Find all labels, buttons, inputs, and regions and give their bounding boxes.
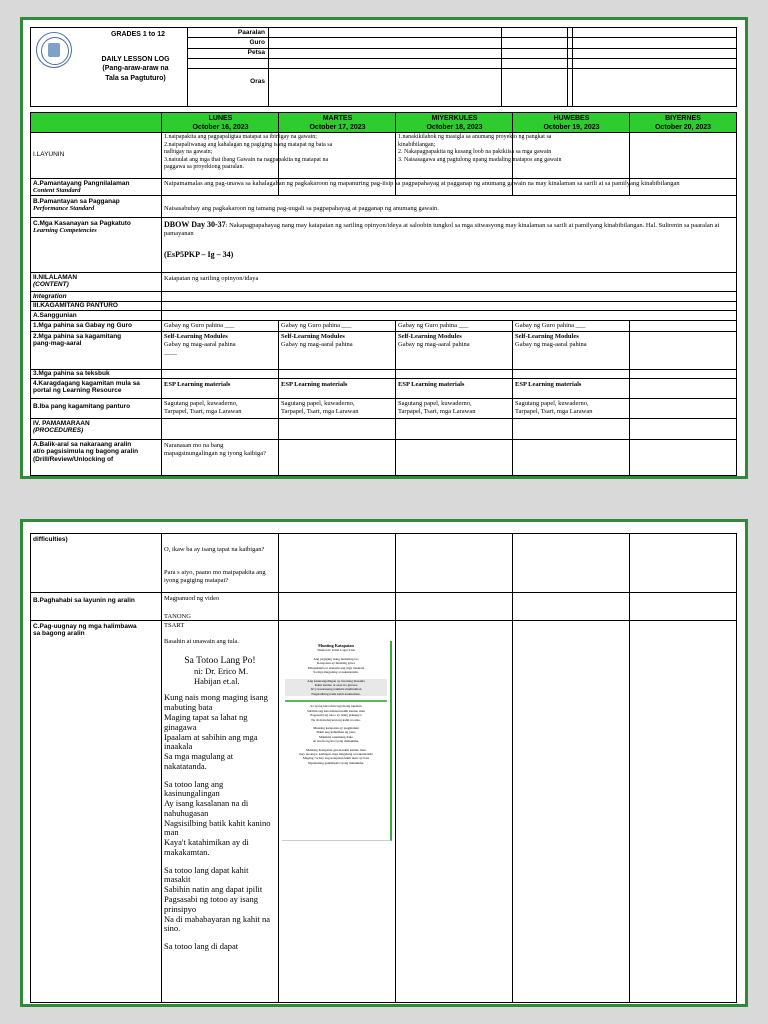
gabay-guro-mon: Gabay ng Guro pahina ___ xyxy=(164,322,235,329)
slm-wed: Self-Learning Modules Gabay ng mag-aaral pahina xyxy=(398,333,470,348)
performance-standard-label: B.Pamantayan sa Pagganap Performance Standard xyxy=(33,198,120,213)
days-header-row xyxy=(31,113,736,132)
content-standard-label: A.Pamantayang Pangnilalaman Content Standard xyxy=(33,180,130,195)
field-paaralan: Paaralan xyxy=(237,29,265,36)
esp-materials-mon: ESP Learning materials xyxy=(164,381,231,388)
chart-stanza-2: Ang kasinungalingan ay tiwalang masama Kahit kanino at saan ito ginawa Ito'y kasalanang nakikita mudinuman Nagsisilbing batik kahit kaninuman. xyxy=(285,679,387,697)
poem xyxy=(164,656,276,952)
field-guro: Guro xyxy=(249,39,265,46)
lesson-log-page-2 xyxy=(20,519,748,1007)
gabay-guro-label: 1.Mga pahina sa Gabay ng Guro xyxy=(33,322,132,329)
poem-stanza-2: Sa totoo lang ang kasinungalingan Ay isang kasalanan na di nahuhugasan Nagsisilbing batik kahit kanino man Kaya't katahimikan ay di makakamtan. xyxy=(164,778,271,857)
iba-pang-kagamitan-label: B.Iba pang kagamitang panturo xyxy=(33,403,131,410)
lr-portal-label: 4.Karagdagang kagamitan mula sa portal ng Learning Resource xyxy=(33,380,140,395)
materials-tue: Sagutang papel, kuwaderno, Tarpapel, Tsart, mga Larawan xyxy=(281,400,359,415)
slm-mon: Self-Learning Modules Gabay ng mag-aaral pahina ____ xyxy=(164,333,236,356)
gabay-guro-tue: Gabay ng Guro pahina ___ xyxy=(281,322,352,329)
integration-label: Integration xyxy=(33,293,67,300)
competency-code: (EsP5PKP – Ig – 34) xyxy=(164,250,234,259)
difficulties-label: difficulties) xyxy=(33,536,68,543)
competencies-text: DBOW Day 30-37: Nakapagpapahayag nang may katapatan ng sariling opinyon/ideya at saloobin tungkol sa mga sitwasyong may kinalaman sa sarili at pamilyang kinabibilangan. Hal. Sulirenin sa paaralan at pamayanan xyxy=(164,220,720,237)
layunin-wed-thu: 1.nanakikilahok ng masigla sa anumang proyekto ng pangkat sa kinabibilangan; 2. Nakapagpapakita ng kusang loob na pakikiisa sa mga gawain 3. Naisasagawa ang pagtulong upang madaling matapos ang gawain xyxy=(398,134,562,163)
gabay-guro-wed: Gabay ng Guro pahina ___ xyxy=(398,322,469,329)
esp-materials-thu: ESP Learning materials xyxy=(515,381,582,388)
chart-stanza-5: Munting Katapatan gawin kahit kanino man Kay ate,kuya, kaibigan, mga magulang at nakatatanda Maging ?ochay ang katapatan kahit ikaw ay bata Ngunudang gantimpala iyong makukuha. xyxy=(299,747,373,765)
chart-author: Sinulat ni: Juliet Lagos Lim xyxy=(317,648,355,653)
chart-stanza-4: Munting katapatan ay ipagmalaki Dahil ang kabutihan ng puso Makikita saanmang dako At tiwala ng iba iyong makukuha. xyxy=(312,725,360,744)
question-1: O, ikaw ba ay isang tapat na kaibigan? xyxy=(164,546,265,553)
kagamitang-mag-aaral-label: 2.Mga pahina sa kagamitang pang-mag-aaral xyxy=(33,333,122,348)
log-subtitle-1: (Pang-araw-araw na xyxy=(102,65,169,73)
day-biyernes: BIYERNES October 20, 2023 xyxy=(654,115,712,131)
day-miyerkules: MIYERKULES October 18, 2023 xyxy=(426,115,483,131)
poem-stanza-4: Sa totoo lang di dapat xyxy=(164,941,239,952)
grades-label: GRADES 1 to 12 xyxy=(110,31,166,38)
tsart-text: TSART xyxy=(164,622,185,629)
magpanuod-text: Magpanuod ng video xyxy=(164,595,220,602)
nilalaman-text: Katapatan ng sariling opinyon/idaya xyxy=(164,275,259,282)
field-petsa: Petsa xyxy=(247,49,265,56)
poem-stanza-3: Sa totoo lang dapat kahit masakit Sabihin natin ang dapat ipilit Pagsasabi ng totoo ay isang prinsipyo Na di mababayaran ng kahit na sino. xyxy=(164,864,270,934)
chart-stanza-1: Ang pagiging isang mabuting tao Katapatan ay munting gawa Pinapakilala at sinasabi ang mga inaakala Sa mga magulang at nakatatanda. xyxy=(307,656,365,675)
question-2: Para s aiyo, paano mo maipapakita ang iyong pagiging matapat? xyxy=(164,569,266,584)
day-huwebes: HUWEBES October 19, 2023 xyxy=(543,115,600,131)
kagamitan-label: III.KAGAMITANG PANTURO xyxy=(33,302,118,309)
deped-seal-icon xyxy=(36,32,72,68)
day-lunes: LUNES October 16, 2023 xyxy=(192,115,249,131)
chart-title: Munting Katapatan xyxy=(318,643,354,648)
day-martes: MARTES October 17, 2023 xyxy=(309,115,366,131)
materials-mon: Sagutang papel, kuwaderno, Tarpapel, Tsart, mga Larawan xyxy=(164,400,242,415)
basahin-text: Basahin at unawain ang tula. xyxy=(164,638,239,645)
pamamaraan-label: IV. PAMAMARAAN (PROCEDURES) xyxy=(33,420,90,435)
nilalaman-label: II.NILALAMAN (CONTENT) xyxy=(33,274,78,289)
layunin-mon-tue: 1.naipapakita ang pagpapaligtaa matapat sa ibinigay na gawain; 2.naipapaliwanag ang kahalagan ng pagiging isang matapat ng bata sa nalbigay na gawain; 3.naiuulat ang mga that ibang Gawain na nagpapakita ng matapat na paggawa sa proyektong paaralan. xyxy=(164,134,333,170)
sanggunian-label: A.Sanggunian xyxy=(33,312,77,319)
poem-author: ni: Dr. Erico M. Habijan et.al. xyxy=(194,665,249,686)
poem-stanza-1: Kung nais mong maging isang mabuting bata Maging tapat sa lahat ng ginagawa Ipaalam at sabihin ang mga inaakala Sa mga magulang at nakatatanda. xyxy=(164,692,268,771)
balik-aral-label: A.Balik-aral sa nakaraang aralin at/o pagsisimula ng bagong aralin (Drill/Review/Unlocking of xyxy=(33,441,139,463)
log-subtitle-2: Tala sa Pagtuturo) xyxy=(105,74,166,82)
field-oras: Oras xyxy=(250,78,265,85)
materials-wed: Sagutang papel, kuwaderno, Tarpapel, Tsart, mga Larawan xyxy=(398,400,476,415)
log-title-block xyxy=(78,55,193,83)
slm-thu: Self-Learning Modules Gabay ng mag-aaral pahina xyxy=(515,333,587,348)
lesson-log-page-1 xyxy=(20,17,748,479)
balik-aral-text: Naranasan mo na bang mapagsinungalingan ng iyong kaibiga? xyxy=(164,442,266,457)
competencies-label: C.Mga Kasanayan sa Pagkatuto Learning Competencies xyxy=(33,220,131,235)
poem-chart-image xyxy=(282,641,392,841)
esp-materials-tue: ESP Learning materials xyxy=(281,381,348,388)
pag-uugnay-label: C.Pag-uugnay ng mga halimbawa sa bagong aralin xyxy=(33,623,137,638)
esp-materials-wed: ESP Learning materials xyxy=(398,381,465,388)
log-title: DAILY LESSON LOG xyxy=(101,56,170,63)
slm-tue: Self-Learning Modules Gabay ng mag-aaral pahina xyxy=(281,333,353,348)
layunin-label: I.LAYUNIN xyxy=(33,151,65,158)
chart-stanza-3: Sa iyong kalooban lagi mong tandaan Sabihin ang katotohanan kahit kanino man Pagsasabi ng totoo ay isang prinsipyo Na di mababayaran ng kahit na sino. xyxy=(307,704,365,722)
tanong-text: TANONG xyxy=(164,613,191,620)
content-standard-text: Naipamamalas ang pag-unawa sa kahalagahan ng pagkakaroon ng mapanuring pag-iisip sa pagpapahayag at pagganap ng anumang gawain na may kinalaman sa sarili at sa pamilyang kinabibilangan xyxy=(164,180,680,187)
performance-standard-text: Naisasabuhay ang pagkakaroon ng tamang pag-uugali sa pagpapahayag at pagganap ng anumang gawain. xyxy=(164,205,439,212)
gabay-guro-thu: Gabay ng Guro pahina ___ xyxy=(515,322,586,329)
materials-thu: Sagutang papel, kuwaderno, Tarpapel, Tsart, mga Larawan xyxy=(515,400,593,415)
teksbuk-label: 3.Mga pahina sa teksbuk xyxy=(33,370,110,377)
poem-title: Sa Totoo Lang Po! xyxy=(184,656,256,666)
paghahabi-label: B.Paghahabi sa layunin ng aralin xyxy=(33,597,135,604)
